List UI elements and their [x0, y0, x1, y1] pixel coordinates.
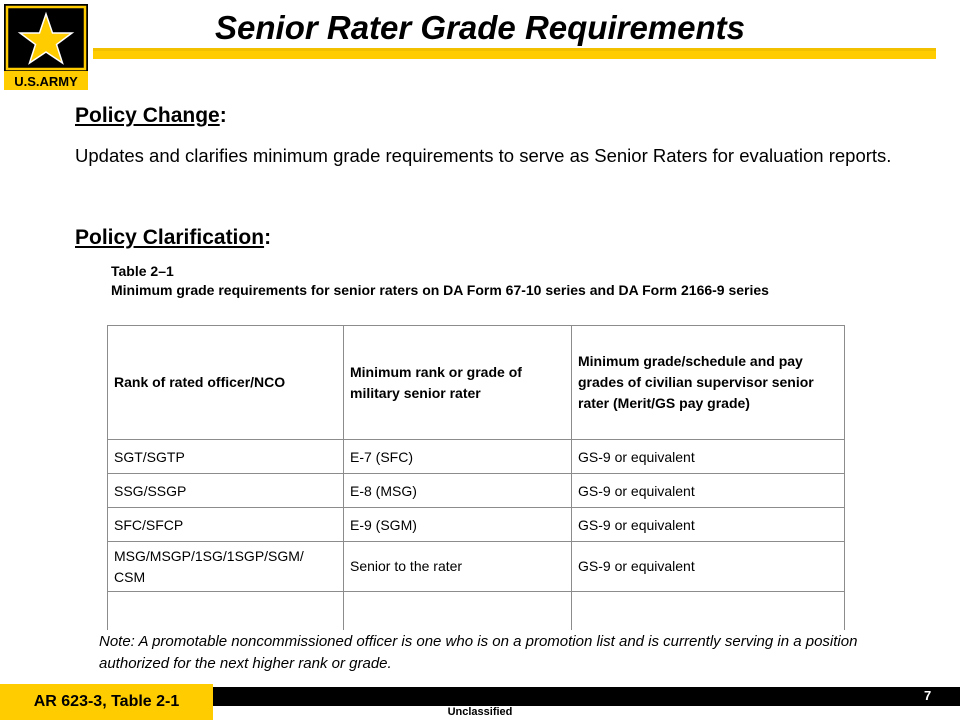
- grade-requirements-table: [107, 325, 845, 630]
- us-army-logo: [4, 4, 88, 90]
- table-row: [108, 542, 845, 592]
- table-header-row: [108, 326, 845, 440]
- table-row: [108, 508, 845, 542]
- page-number: 7: [924, 688, 932, 703]
- table-number: Table 2–1: [111, 263, 174, 279]
- slide-title: Senior Rater Grade Requirements: [215, 9, 745, 46]
- table-caption: [111, 262, 851, 300]
- cell-military: E-8 (MSG): [344, 474, 572, 508]
- table-title: Minimum grade requirements for senior raters on DA Form 67-10 series and DA Form 2166-9 series: [111, 282, 769, 298]
- logo-text: U.S.ARMY: [14, 74, 78, 89]
- policy-clarification-heading-text: Policy Clarification: [75, 226, 265, 249]
- cell-civilian: GS-9 or equivalent: [572, 508, 845, 542]
- table-row: [108, 440, 845, 474]
- header-rank-rated: Rank of rated officer/NCO: [108, 326, 344, 440]
- title-gold-rule: [93, 48, 936, 59]
- table-blank-row: [108, 592, 845, 631]
- table-row: [108, 474, 845, 508]
- table-note: Note: A promotable noncommissioned officer is one who is on a promotion list and is currently serving in a position authorized for the next higher rank or grade.: [99, 633, 858, 672]
- classification-label: Unclassified: [447, 706, 513, 718]
- cell-rank: SGT/SGTP: [108, 440, 344, 474]
- policy-change-colon: :: [219, 104, 227, 127]
- policy-change-body: Updates and clarifies minimum grade requirements to serve as Senior Raters for evaluation reports.: [75, 145, 892, 166]
- cell-military: E-7 (SFC): [344, 440, 572, 474]
- cell-military: Senior to the rater: [344, 542, 572, 592]
- policy-change-heading: [75, 104, 227, 128]
- cell-civilian: GS-9 or equivalent: [572, 542, 845, 592]
- blank-cell: [108, 592, 344, 631]
- blank-cell: [344, 592, 572, 631]
- cell-rank: MSG/MSGP/1SG/1SGP/SGM/ CSM: [108, 542, 344, 592]
- cell-rank: SFC/SFCP: [108, 508, 344, 542]
- policy-clarification-heading: [75, 226, 271, 250]
- cell-civilian: GS-9 or equivalent: [572, 474, 845, 508]
- cell-rank: SSG/SSGP: [108, 474, 344, 508]
- policy-change-heading-text: Policy Change: [75, 104, 220, 127]
- cell-military: E-9 (SGM): [344, 508, 572, 542]
- reference-label: AR 623-3, Table 2-1: [0, 684, 213, 720]
- cell-civilian: GS-9 or equivalent: [572, 440, 845, 474]
- blank-cell: [572, 592, 845, 631]
- header-civilian-rater: Minimum grade/schedule and pay grades of civilian supervisor senior rater (Merit/GS pay grade): [572, 326, 845, 440]
- header-military-rater: Minimum rank or grade of military senior rater: [344, 326, 572, 440]
- policy-clarification-colon: :: [264, 226, 272, 249]
